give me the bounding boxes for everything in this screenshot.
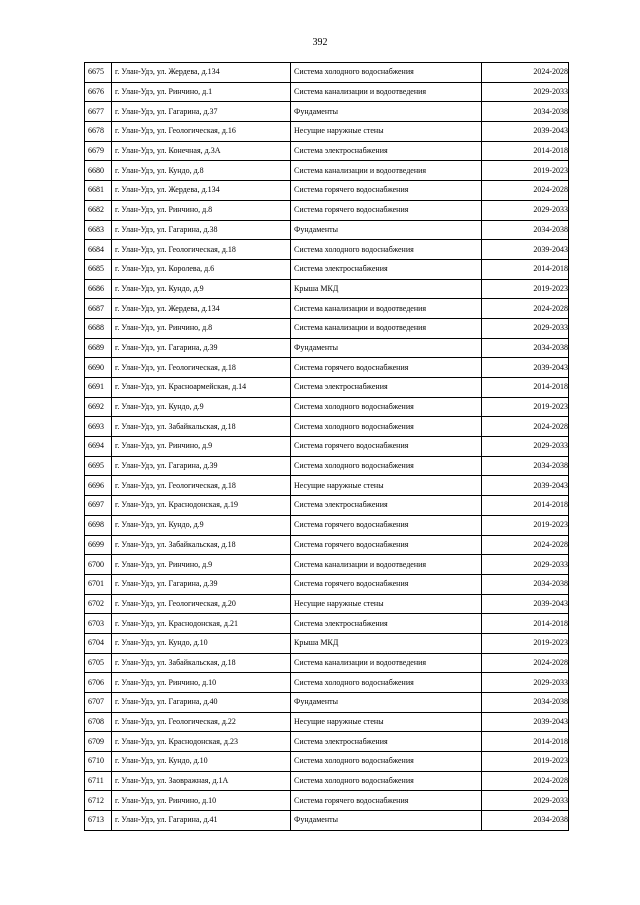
system-cell: Система горячего водоснабжения — [291, 515, 482, 535]
row-number-cell: 6676 — [85, 82, 112, 102]
system-cell: Система электроснабжения — [291, 259, 482, 279]
row-number-cell: 6690 — [85, 358, 112, 378]
system-cell: Система электроснабжения — [291, 496, 482, 516]
period-cell: 2029-2033 — [482, 82, 569, 102]
table-row — [85, 240, 569, 260]
period-cell: 2034-2038 — [482, 102, 569, 122]
period-cell: 2034-2038 — [482, 456, 569, 476]
address-cell: г. Улан-Удэ, ул. Забайкальская, д.18 — [112, 535, 291, 555]
period-cell: 2039-2043 — [482, 122, 569, 142]
row-number-cell: 6675 — [85, 63, 112, 83]
table-row — [85, 574, 569, 594]
table-row — [85, 535, 569, 555]
address-cell: г. Улан-Удэ, ул. Гагарина, д.39 — [112, 574, 291, 594]
address-cell: г. Улан-Удэ, ул. Гагарина, д.37 — [112, 102, 291, 122]
address-cell: г. Улан-Удэ, ул. Кундо, д.10 — [112, 752, 291, 772]
address-cell: г. Улан-Удэ, ул. Краснодонская, д.23 — [112, 732, 291, 752]
system-cell: Система холодного водоснабжения — [291, 240, 482, 260]
row-number-cell: 6700 — [85, 555, 112, 575]
row-number-cell: 6678 — [85, 122, 112, 142]
table-row — [85, 456, 569, 476]
address-cell: г. Улан-Удэ, ул. Ринчино, д.10 — [112, 791, 291, 811]
table-row — [85, 181, 569, 201]
table-row — [85, 614, 569, 634]
row-number-cell: 6713 — [85, 811, 112, 831]
system-cell: Фундаменты — [291, 220, 482, 240]
table-row — [85, 752, 569, 772]
row-number-cell: 6706 — [85, 673, 112, 693]
system-cell: Фундаменты — [291, 102, 482, 122]
table-row — [85, 712, 569, 732]
period-cell: 2014-2018 — [482, 732, 569, 752]
table-row — [85, 594, 569, 614]
period-cell: 2019-2023 — [482, 279, 569, 299]
address-cell: г. Улан-Удэ, ул. Гагарина, д.41 — [112, 811, 291, 831]
system-cell: Несущие наружные стены — [291, 712, 482, 732]
address-cell: г. Улан-Удэ, ул. Геологическая, д.18 — [112, 240, 291, 260]
row-number-cell: 6686 — [85, 279, 112, 299]
row-number-cell: 6688 — [85, 318, 112, 338]
period-cell: 2024-2028 — [482, 181, 569, 201]
row-number-cell: 6697 — [85, 496, 112, 516]
period-cell: 2029-2033 — [482, 791, 569, 811]
row-number-cell: 6677 — [85, 102, 112, 122]
table-row — [85, 673, 569, 693]
system-cell: Крыша МКД — [291, 279, 482, 299]
period-cell: 2029-2033 — [482, 200, 569, 220]
table-row — [85, 397, 569, 417]
row-number-cell: 6701 — [85, 574, 112, 594]
table-row — [85, 318, 569, 338]
system-cell: Система канализации и водоотведения — [291, 318, 482, 338]
period-cell: 2034-2038 — [482, 574, 569, 594]
address-cell: г. Улан-Удэ, ул. Ринчино, д.8 — [112, 200, 291, 220]
address-cell: г. Улан-Удэ, ул. Краснодонская, д.19 — [112, 496, 291, 516]
table-row — [85, 693, 569, 713]
system-cell: Система канализации и водоотведения — [291, 653, 482, 673]
address-cell: г. Улан-Удэ, ул. Ринчино, д.1 — [112, 82, 291, 102]
table-row — [85, 515, 569, 535]
table-row — [85, 358, 569, 378]
table-row — [85, 791, 569, 811]
system-cell: Система канализации и водоотведения — [291, 82, 482, 102]
period-cell: 2019-2023 — [482, 161, 569, 181]
system-cell: Система холодного водоснабжения — [291, 63, 482, 83]
table-row — [85, 63, 569, 83]
row-number-cell: 6708 — [85, 712, 112, 732]
address-cell: г. Улан-Удэ, ул. Гагарина, д.39 — [112, 338, 291, 358]
row-number-cell: 6692 — [85, 397, 112, 417]
table-row — [85, 279, 569, 299]
period-cell: 2034-2038 — [482, 811, 569, 831]
table-row — [85, 220, 569, 240]
row-number-cell: 6679 — [85, 141, 112, 161]
period-cell: 2014-2018 — [482, 378, 569, 398]
row-number-cell: 6694 — [85, 437, 112, 457]
table-row — [85, 417, 569, 437]
address-cell: г. Улан-Удэ, ул. Ринчино, д.9 — [112, 437, 291, 457]
address-cell: г. Улан-Удэ, ул. Геологическая, д.18 — [112, 476, 291, 496]
period-cell: 2034-2038 — [482, 693, 569, 713]
address-cell: г. Улан-Удэ, ул. Гагарина, д.39 — [112, 456, 291, 476]
period-cell: 2024-2028 — [482, 771, 569, 791]
row-number-cell: 6685 — [85, 259, 112, 279]
row-number-cell: 6683 — [85, 220, 112, 240]
address-cell: г. Улан-Удэ, ул. Геологическая, д.20 — [112, 594, 291, 614]
system-cell: Фундаменты — [291, 338, 482, 358]
table-row — [85, 259, 569, 279]
period-cell: 2039-2043 — [482, 594, 569, 614]
address-cell: г. Улан-Удэ, ул. Ринчино, д.9 — [112, 555, 291, 575]
system-cell: Несущие наружные стены — [291, 122, 482, 142]
row-number-cell: 6712 — [85, 791, 112, 811]
system-cell: Система горячего водоснабжения — [291, 574, 482, 594]
table-row — [85, 200, 569, 220]
row-number-cell: 6689 — [85, 338, 112, 358]
system-cell: Несущие наружные стены — [291, 594, 482, 614]
system-cell: Система горячего водоснабжения — [291, 791, 482, 811]
table-row — [85, 378, 569, 398]
table-row — [85, 496, 569, 516]
period-cell: 2039-2043 — [482, 712, 569, 732]
address-cell: г. Улан-Удэ, ул. Красноармейская, д.14 — [112, 378, 291, 398]
period-cell: 2014-2018 — [482, 141, 569, 161]
system-cell: Система канализации и водоотведения — [291, 299, 482, 319]
table-row — [85, 82, 569, 102]
period-cell: 2014-2018 — [482, 614, 569, 634]
system-cell: Система холодного водоснабжения — [291, 673, 482, 693]
system-cell: Система холодного водоснабжения — [291, 771, 482, 791]
system-cell: Система горячего водоснабжения — [291, 437, 482, 457]
address-cell: г. Улан-Удэ, ул. Ринчино, д.8 — [112, 318, 291, 338]
table-row — [85, 476, 569, 496]
table-row — [85, 771, 569, 791]
row-number-cell: 6681 — [85, 181, 112, 201]
system-cell: Система электроснабжения — [291, 141, 482, 161]
row-number-cell: 6707 — [85, 693, 112, 713]
row-number-cell: 6699 — [85, 535, 112, 555]
system-cell: Система электроснабжения — [291, 732, 482, 752]
table-row — [85, 437, 569, 457]
period-cell: 2019-2023 — [482, 633, 569, 653]
period-cell: 2019-2023 — [482, 515, 569, 535]
row-number-cell: 6691 — [85, 378, 112, 398]
row-number-cell: 6709 — [85, 732, 112, 752]
address-cell: г. Улан-Удэ, ул. Забайкальская, д.18 — [112, 417, 291, 437]
row-number-cell: 6680 — [85, 161, 112, 181]
address-cell: г. Улан-Удэ, ул. Заовражная, д.1А — [112, 771, 291, 791]
period-cell: 2014-2018 — [482, 496, 569, 516]
address-cell: г. Улан-Удэ, ул. Жердева, д.134 — [112, 299, 291, 319]
address-cell: г. Улан-Удэ, ул. Королева, д.6 — [112, 259, 291, 279]
table-row — [85, 811, 569, 831]
row-number-cell: 6682 — [85, 200, 112, 220]
period-cell: 2039-2043 — [482, 240, 569, 260]
address-cell: г. Улан-Удэ, ул. Кундо, д.9 — [112, 279, 291, 299]
system-cell: Несущие наружные стены — [291, 476, 482, 496]
table-row — [85, 633, 569, 653]
row-number-cell: 6711 — [85, 771, 112, 791]
period-cell: 2014-2018 — [482, 259, 569, 279]
period-cell: 2019-2023 — [482, 752, 569, 772]
table-body — [85, 63, 569, 831]
table-row — [85, 141, 569, 161]
address-cell: г. Улан-Удэ, ул. Краснодонская, д.21 — [112, 614, 291, 634]
row-number-cell: 6684 — [85, 240, 112, 260]
system-cell: Система электроснабжения — [291, 614, 482, 634]
address-cell: г. Улан-Удэ, ул. Кундо, д.9 — [112, 397, 291, 417]
system-cell: Крыша МКД — [291, 633, 482, 653]
row-number-cell: 6695 — [85, 456, 112, 476]
table-row — [85, 732, 569, 752]
system-cell: Система электроснабжения — [291, 378, 482, 398]
address-cell: г. Улан-Удэ, ул. Забайкальская, д.18 — [112, 653, 291, 673]
period-cell: 2039-2043 — [482, 358, 569, 378]
row-number-cell: 6698 — [85, 515, 112, 535]
period-cell: 2029-2033 — [482, 437, 569, 457]
address-cell: г. Улан-Удэ, ул. Геологическая, д.18 — [112, 358, 291, 378]
page-number: 392 — [312, 37, 328, 48]
system-cell: Система горячего водоснабжения — [291, 535, 482, 555]
table-row — [85, 102, 569, 122]
system-cell: Система горячего водоснабжения — [291, 181, 482, 201]
row-number-cell: 6687 — [85, 299, 112, 319]
system-cell: Система холодного водоснабжения — [291, 417, 482, 437]
table-row — [85, 653, 569, 673]
system-cell: Фундаменты — [291, 693, 482, 713]
repair-schedule-table — [84, 62, 569, 831]
address-cell: г. Улан-Удэ, ул. Ринчино, д.10 — [112, 673, 291, 693]
system-cell: Система холодного водоснабжения — [291, 752, 482, 772]
table-row — [85, 555, 569, 575]
row-number-cell: 6702 — [85, 594, 112, 614]
period-cell: 2024-2028 — [482, 63, 569, 83]
period-cell: 2024-2028 — [482, 299, 569, 319]
system-cell: Система канализации и водоотведения — [291, 161, 482, 181]
row-number-cell: 6705 — [85, 653, 112, 673]
period-cell: 2034-2038 — [482, 338, 569, 358]
address-cell: г. Улан-Удэ, ул. Конечная, д.3А — [112, 141, 291, 161]
system-cell: Фундаменты — [291, 811, 482, 831]
period-cell: 2034-2038 — [482, 220, 569, 240]
period-cell: 2024-2028 — [482, 417, 569, 437]
system-cell: Система холодного водоснабжения — [291, 397, 482, 417]
period-cell: 2039-2043 — [482, 476, 569, 496]
row-number-cell: 6704 — [85, 633, 112, 653]
period-cell: 2029-2033 — [482, 555, 569, 575]
system-cell: Система холодного водоснабжения — [291, 456, 482, 476]
address-cell: г. Улан-Удэ, ул. Геологическая, д.22 — [112, 712, 291, 732]
table-row — [85, 299, 569, 319]
address-cell: г. Улан-Удэ, ул. Гагарина, д.40 — [112, 693, 291, 713]
period-cell: 2029-2033 — [482, 673, 569, 693]
row-number-cell: 6696 — [85, 476, 112, 496]
address-cell: г. Улан-Удэ, ул. Гагарина, д.38 — [112, 220, 291, 240]
system-cell: Система горячего водоснабжения — [291, 358, 482, 378]
address-cell: г. Улан-Удэ, ул. Геологическая, д.16 — [112, 122, 291, 142]
address-cell: г. Улан-Удэ, ул. Жердева, д.134 — [112, 63, 291, 83]
address-cell: г. Улан-Удэ, ул. Кундо, д.10 — [112, 633, 291, 653]
row-number-cell: 6693 — [85, 417, 112, 437]
table-row — [85, 161, 569, 181]
period-cell: 2024-2028 — [482, 535, 569, 555]
address-cell: г. Улан-Удэ, ул. Кундо, д.8 — [112, 161, 291, 181]
system-cell: Система канализации и водоотведения — [291, 555, 482, 575]
row-number-cell: 6703 — [85, 614, 112, 634]
table-row — [85, 338, 569, 358]
period-cell: 2024-2028 — [482, 653, 569, 673]
address-cell: г. Улан-Удэ, ул. Кундо, д.9 — [112, 515, 291, 535]
system-cell: Система горячего водоснабжения — [291, 200, 482, 220]
period-cell: 2029-2033 — [482, 318, 569, 338]
table-row — [85, 122, 569, 142]
row-number-cell: 6710 — [85, 752, 112, 772]
address-cell: г. Улан-Удэ, ул. Жердева, д.134 — [112, 181, 291, 201]
period-cell: 2019-2023 — [482, 397, 569, 417]
